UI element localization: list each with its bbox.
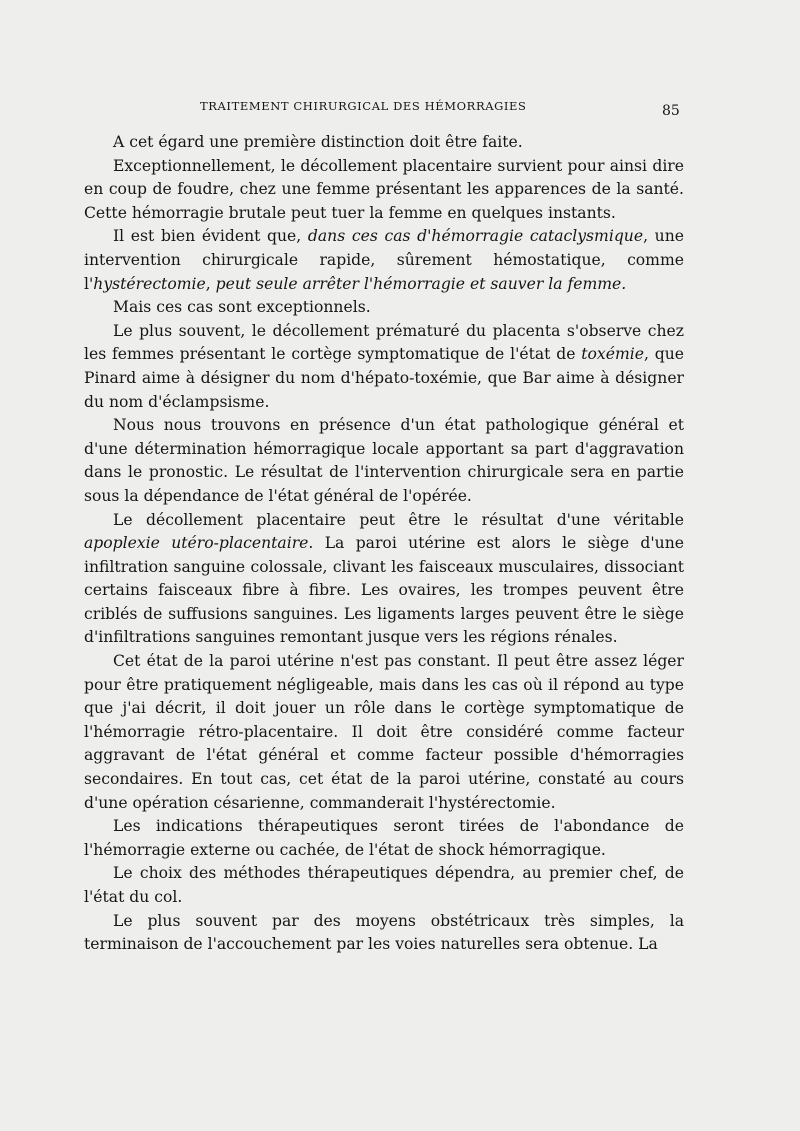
italic-text-run: peut seule arrêter l'hémorragie et sauver la femme. <box>215 274 627 293</box>
text-run: Le plus souvent, le décollement prématuré du placenta s'observe chez les femmes présentant le cortège symptomatique de l'état de <box>84 321 684 364</box>
text-run: Nous nous trouvons en présence d'un état pathologique général et d'une détermination hémorragique locale apportant sa part d'aggravation dans le pronostic. Le résultat de l'intervention chirurgicale sera en partie sous la dépendance de l'état général de l'opérée. <box>84 416 684 505</box>
text-run: Exceptionnellement, le décollement placentaire survient pour ainsi dire en coup de foudre, chez une femme présentant les apparences de la santé. Cette hémorragie brutale peut tuer la femme en quelques instants. <box>84 156 684 222</box>
paragraph <box>84 815 684 862</box>
italic-text-run: dans ces cas d'hémorragie cataclysmique <box>307 227 644 246</box>
text-run: A cet égard une première distinction doit être faite. <box>113 133 523 151</box>
paragraph <box>84 910 684 957</box>
text-run: , une intervention chirurgicale rapide, sûrement hémostatique, comme l' <box>84 227 684 293</box>
paragraph <box>84 862 684 909</box>
italic-text-run: apoplexie utéro-placentaire <box>84 534 309 553</box>
text-run: , que Pinard aime à désigner du nom d'hépato-toxémie, que Bar aime à désigner du nom d'éclampsisme. <box>84 345 684 411</box>
text-run: Le décollement placentaire peut être le résultat d'une véritable <box>113 510 684 529</box>
text-run: Il est bien évident que, <box>113 227 308 246</box>
text-run: . La paroi utérine est alors le siège d'une infiltration sanguine colossale, clivant les faisceaux musculaires, dissociant certains faisceaux fibre à fibre. Les ovaires, les trompes peuvent être criblés de suffusions sanguines. Les ligaments larges peuvent être le siège d'infiltrations sanguines remontant jusque vers les régions rénales. <box>84 534 684 647</box>
paragraph <box>84 414 684 508</box>
paragraph <box>84 296 684 320</box>
italic-text-run: hystérectomie <box>93 274 206 293</box>
paragraph <box>84 225 684 296</box>
paragraph <box>84 650 684 815</box>
paragraph <box>84 320 684 414</box>
text-run: Mais ces cas sont exceptionnels. <box>113 298 371 317</box>
paragraph <box>84 131 684 155</box>
text-run: Le choix des méthodes thérapeutiques dépendra, au premier chef, de l'état du col. <box>84 864 684 906</box>
text-run: , <box>205 274 216 293</box>
text-run: Cet état de la paroi utérine n'est pas constant. Il peut être assez léger pour être pratiquement négligeable, mais dans les cas où il répond au type que j'ai décrit, il doit jouer un rôle dans le cortège symptomatique de l'hémorragie rétro-placentaire. Il doit être considéré comme facteur aggravant de l'état général et comme facteur possible d'hémorragies secondaires. En tout cas, cet état de la paroi utérine, constaté au cours d'une opération césarienne, commanderait l'hystérectomie. <box>84 652 684 812</box>
page-number: 85 <box>662 103 680 119</box>
text-run: Le plus souvent par des moyens obstétricaux très simples, la terminaison de l'accouchement par les voies naturelles sera obtenue. La <box>84 911 684 954</box>
body-text <box>84 131 684 957</box>
running-title: TRAITEMENT CHIRURGICAL DES HÉMORRAGIES <box>200 99 527 113</box>
text-run: Les indications thérapeutiques seront tirées de l'abondance de l'hémorragie externe ou cachée, de l'état de shock hémorragique. <box>84 817 684 859</box>
paragraph <box>84 155 684 226</box>
italic-text-run: toxémie <box>581 345 644 364</box>
paragraph <box>84 509 684 651</box>
